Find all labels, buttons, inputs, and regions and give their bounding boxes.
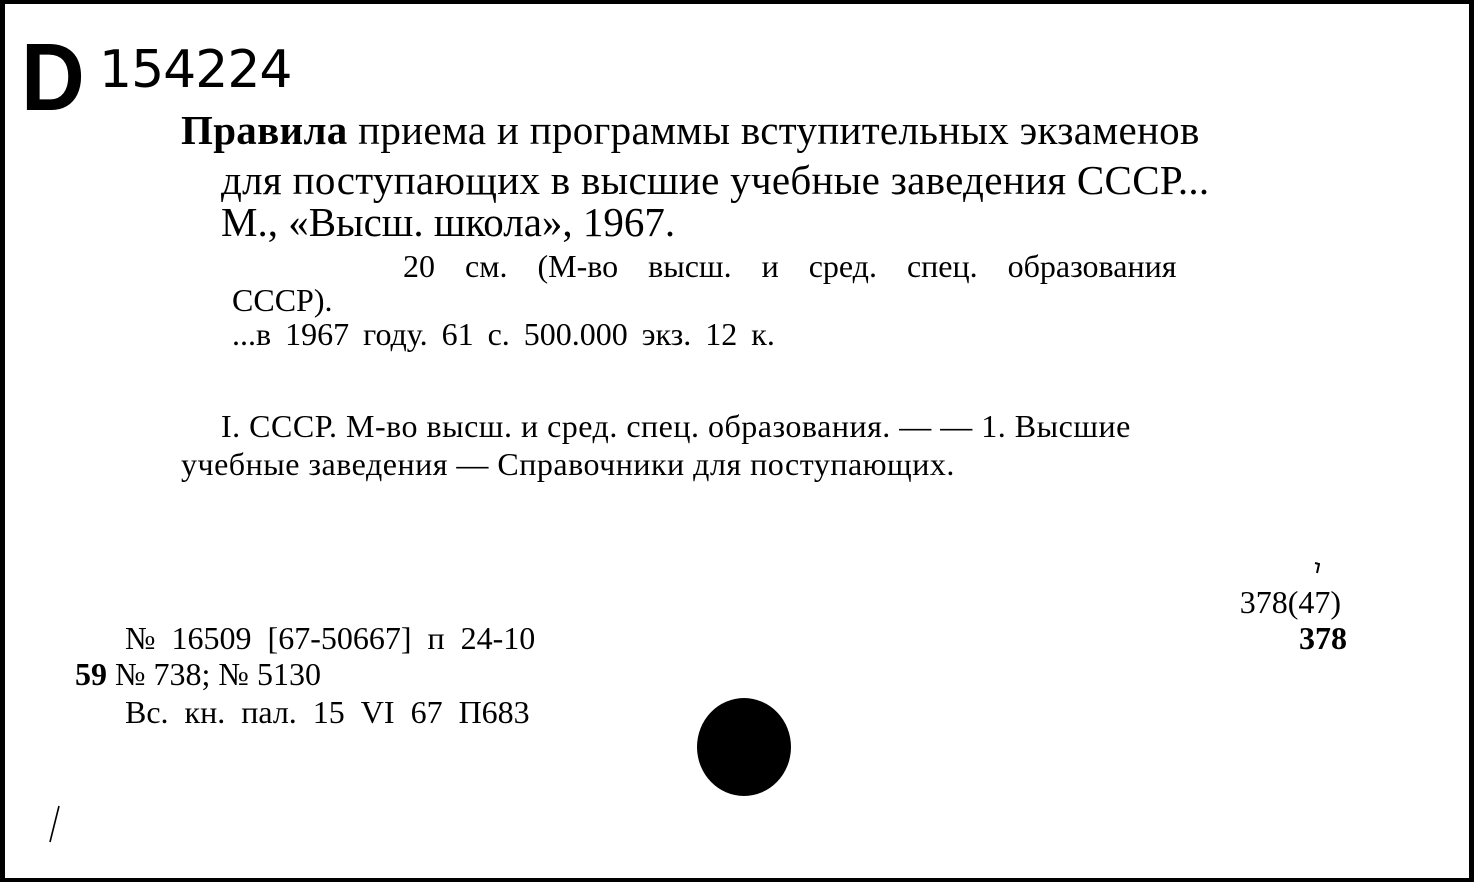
subject-line-1: I. СССР. М-во высш. и сред. спец. образования. — — 1. Высшие <box>221 408 1131 444</box>
pencil-slash-mark <box>47 804 61 844</box>
print-info-line-2-rest: № 738; № 5130 <box>107 656 321 692</box>
classification-number: 378(47) <box>1239 584 1341 620</box>
title-line-2: для поступающих в высшие учебные заведения СССР... <box>221 157 1210 203</box>
physical-description-line-2: СССР). <box>232 282 333 318</box>
print-info-line-3: Вс. кн. пал. 15 VI 67 П683 <box>125 694 530 730</box>
title-heading: Правила <box>181 107 348 153</box>
tick-mark <box>1314 562 1320 574</box>
title-line-1-rest: приема и программы вступительных экзаменов <box>347 107 1200 153</box>
physical-description-line-1: 20 см. (М-во высш. и сред. спец. образования <box>403 248 1177 284</box>
print-info-prefix: 59 <box>75 656 107 692</box>
subject-line-2: учебные заведения — Справочники для поступающих. <box>181 446 955 482</box>
classification-number-short: 378 <box>1299 620 1347 656</box>
punch-hole <box>697 698 791 796</box>
print-info-line-2 <box>75 654 321 694</box>
call-letter: D <box>21 24 85 131</box>
call-number: 154224 <box>99 40 292 100</box>
physical-description-line-3: ...в 1967 году. 61 с. 500.000 экз. 12 к. <box>232 316 775 352</box>
print-info-line-1: № 16509 [67-50667] п 24-10 <box>125 620 536 656</box>
title-line-1 <box>181 104 1200 156</box>
title-line-3: М., «Высш. школа», 1967. <box>221 199 676 245</box>
